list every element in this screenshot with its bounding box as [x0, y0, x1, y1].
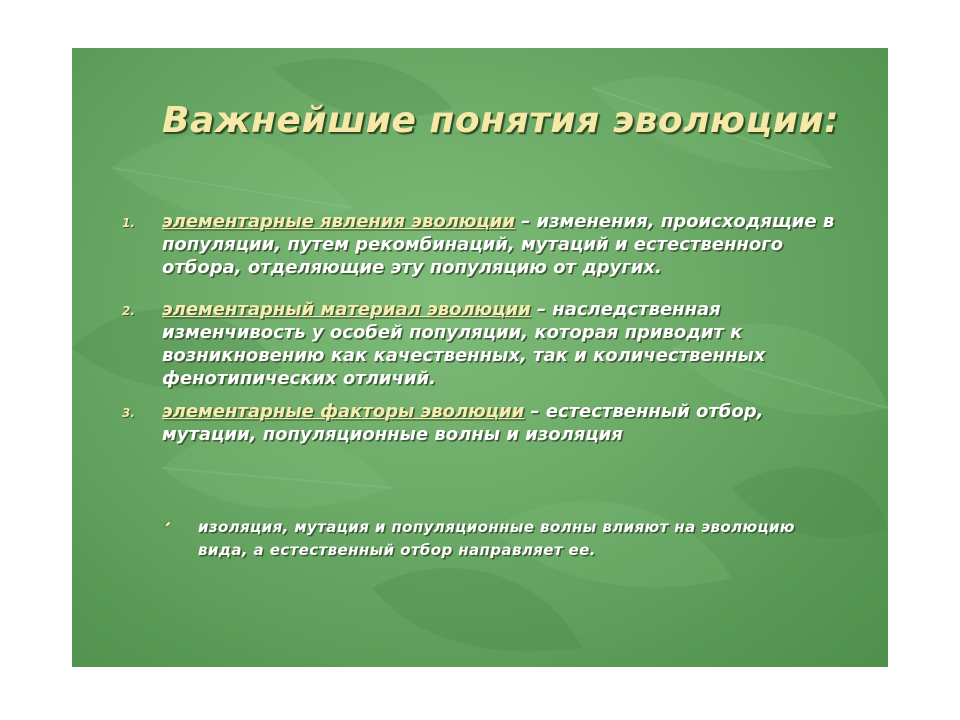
- list-item-body: [162, 400, 842, 446]
- list-item-term: элементарные явления эволюции: [162, 211, 515, 232]
- list-item-number: 2.: [122, 304, 135, 318]
- list-item-definition: – наследственная изменчивость у особей популяции, которая приводит к возникновению как качественных, так и количественных фенотипических отличий.: [162, 299, 766, 389]
- list-item-definition: – естественный отбор, мутации, популяционные волны и изоляция: [162, 401, 764, 445]
- list-item-number: 1.: [122, 216, 135, 230]
- list-item-body: [162, 298, 842, 390]
- list-item: [122, 298, 842, 390]
- leaf-bullet-icon: [164, 520, 172, 528]
- list-item-term: элементарные факторы эволюции: [162, 401, 525, 422]
- list-item-term: элементарный материал эволюции: [162, 299, 531, 320]
- list-item: [122, 400, 842, 446]
- slide-title: Важнейшие понятия эволюции:: [162, 100, 840, 141]
- list-item-body: [162, 210, 842, 279]
- slide: [72, 48, 888, 667]
- summary-note-text: изоляция, мутация и популяционные волны влияют на эволюцию вида, а естественный отбор направляет ее.: [198, 518, 795, 559]
- list-item: [122, 210, 842, 279]
- summary-note: [164, 516, 804, 562]
- list-item-definition: – изменения, происходящие в популяции, путем рекомбинаций, мутаций и естественного отбора, отделяющие эту популяцию от других.: [162, 211, 835, 278]
- list-item-number: 3.: [122, 406, 135, 420]
